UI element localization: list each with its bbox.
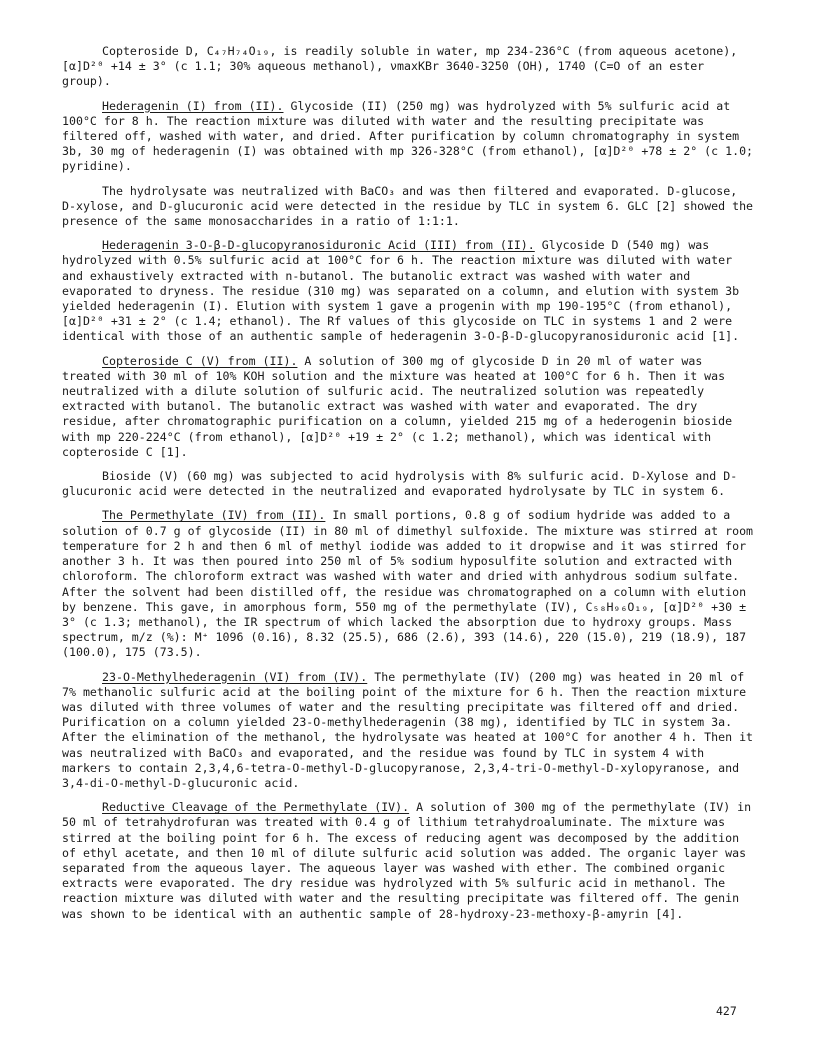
- paragraph-copteroside-d: [62, 44, 758, 90]
- article-body: [62, 44, 758, 931]
- paragraph-text: Glycoside D (540 mg) was hydrolyzed with 0.5% sulfuric acid at 100°C for 6 h. The reaction mixture was diluted with water and exhaustively extracted with n-butanol. The butanolic extract was washed with water and evaporated to dryness. The residue (310 mg) was separated on a column, and elution with system 3b yielded hederagenin (I). Elution with system 1 gave a progenin with mp 190-195°C (from ethanol), [α]D²⁰ +31 ± 2° (c 1.4; ethanol). The Rf values of this glycoside on TLC in systems 1 and 2 were identical with those of an authentic sample of hederagenin 3-O-β-D-glucopyranosiduronic acid [1].: [62, 238, 740, 344]
- section-heading: Hederagenin 3-O-β-D-glucopyranosiduronic Acid (III) from (II).: [102, 238, 535, 253]
- paragraph-glucopyranosiduronic-acid: [62, 238, 758, 344]
- section-heading: 23-O-Methylhederagenin (VI) from (IV).: [102, 669, 368, 684]
- paragraph-text: A solution of 300 mg of the permethylate (IV) in 50 ml of tetrahydrofuran was treated with 0.4 g of lithium tetrahydroaluminate. The mixture was stirred at the boiling point for 6 h. The excess of reducing agent was decomposed by the addition of ethyl acetate, and then 10 ml of dilute sulfuric acid solution was added. The organic layer was separated from the aqueous layer. The aqueous layer was washed with ether. The combined organic extracts were evaporated. The dry residue was hydrolyzed with 5% sulfuric acid in methanol. The reaction mixture was diluted with water and the resulting precipitate was filtered off. The genin was shown to be identical with an authentic sample of 28-hydroxy-23-methoxy-β-amyrin [4].: [62, 800, 752, 921]
- page-number: 427: [716, 1004, 737, 1018]
- paragraph-hederagenin: [62, 99, 758, 175]
- paragraph-text: The hydrolysate was neutralized with BaCO₃ and was then filtered and evaporated. D-glucose, D-xylose, and D-glucuronic acid were detected in the residue by TLC in system 6. GLC [2] showed the presence of the same monosaccharides in a ratio of 1:1:1.: [62, 183, 754, 229]
- section-heading: Hederagenin (I) from (II).: [102, 98, 284, 113]
- paragraph-text: In small portions, 0.8 g of sodium hydride was added to a solution of 0.7 g of glycoside (II) in 80 ml of dimethyl sulfoxide. The mixture was stirred at room temperature for 2 h and then 6 ml of methyl iodide was added to it dropwise and it was stirred for another 3 h. It was then poured into 250 ml of 5% sodium hyposulfite solution and extracted with chloroform. The chloroform extract was washed with water and dried with anhydrous sodium sulfate. After the solvent had been distilled off, the residue was chromatographed on a column with elution by benzene. This gave, in amorphous form, 550 mg of the permethylate (IV), C₅₈H₉₆O₁₉, [α]D²⁰ +30 ± 3° (c 1.3; methanol), the IR spectrum of which lacked the absorption due to hydroxy groups. Mass spectrum, m/z (%): M⁺ 1096 (0.16), 8.32 (25.5), 686 (2.6), 393 (14.6), 220 (15.0), 219 (18.9), 187 (100.0), 175 (73.5).: [62, 508, 754, 660]
- paragraph-copteroside-c: [62, 354, 758, 460]
- section-heading: Reductive Cleavage of the Permethylate (IV).: [102, 800, 410, 815]
- paragraph-text: Bioside (V) (60 mg) was subjected to acid hydrolysis with 8% sulfuric acid. D-Xylose and D-glucuronic acid were detected in the neutralized and evaporated hydrolysate by TLC in system 6.: [62, 469, 738, 499]
- paragraph-text: Copteroside D, C₄₇H₇₄O₁₉, is readily soluble in water, mp 234-236°C (from aqueous acetone), [α]D²⁰ +14 ± 3° (c 1.1; 30% aqueous methanol), νmaxKBr 3640-3250 (OH), 1740 (C=O of an ester group).: [62, 44, 738, 89]
- section-heading: Copteroside C (V) from (II).: [102, 353, 298, 368]
- paragraph-methylhederagenin: [62, 670, 758, 792]
- paragraph-hydrolysate: [62, 184, 758, 230]
- paragraph-text: A solution of 300 mg of glycoside D in 20 ml of water was treated with 30 ml of 10% KOH solution and the mixture was heated at 100°C for 6 h. Then it was neutralized with a dilute solution of sulfuric acid. The neutralized solution was repeatedly extracted with butanol. The butanolic extract was washed with water and evaporated. The dry residue, after chromatographic purification on a column, yielded 215 mg of a hederogenin bioside with mp 220-224°C (from ethanol), [α]D²⁰ +19 ± 2° (c 1.2; methanol), which was identical with copteroside C [1].: [62, 353, 733, 459]
- paragraph-reductive-cleavage: [62, 800, 758, 922]
- paragraph-text: The permethylate (IV) (200 mg) was heated in 20 ml of 7% methanolic sulfuric acid at the boiling point of the mixture for 6 h. Then the reaction mixture was diluted with three volumes of water and the resulting precipitate was filtered off and dried. Purification on a column yielded 23-O-methylhederagenin (38 mg), identified by TLC in system 3a. After the elimination of the methanol, the hydrolysate was heated at 100°C for another 4 h. Then it was neutralized with BaCO₃ and evaporated, and the residue was found by TLC in system 4 with markers to contain 2,3,4,6-tetra-O-methyl-D-glucopyranose, 2,3,4-tri-O-methyl-D-xylopyranose, and 3,4-di-O-methyl-D-glucuronic acid.: [62, 669, 754, 790]
- paragraph-permethylate: [62, 508, 758, 660]
- paragraph-bioside: [62, 469, 758, 499]
- section-heading: The Permethylate (IV) from (II).: [102, 508, 326, 523]
- paragraph-text: Glycoside (II) (250 mg) was hydrolyzed with 5% sulfuric acid at 100°C for 8 h. The reaction mixture was diluted with water and the resulting precipitate was filtered off, washed with water, and dried. After purification by column chromatography in system 3b, 30 mg of hederagenin (I) was obtained with mp 326-328°C (from ethanol), [α]D²⁰ +78 ± 2° (c 1.0; pyridine).: [62, 98, 754, 174]
